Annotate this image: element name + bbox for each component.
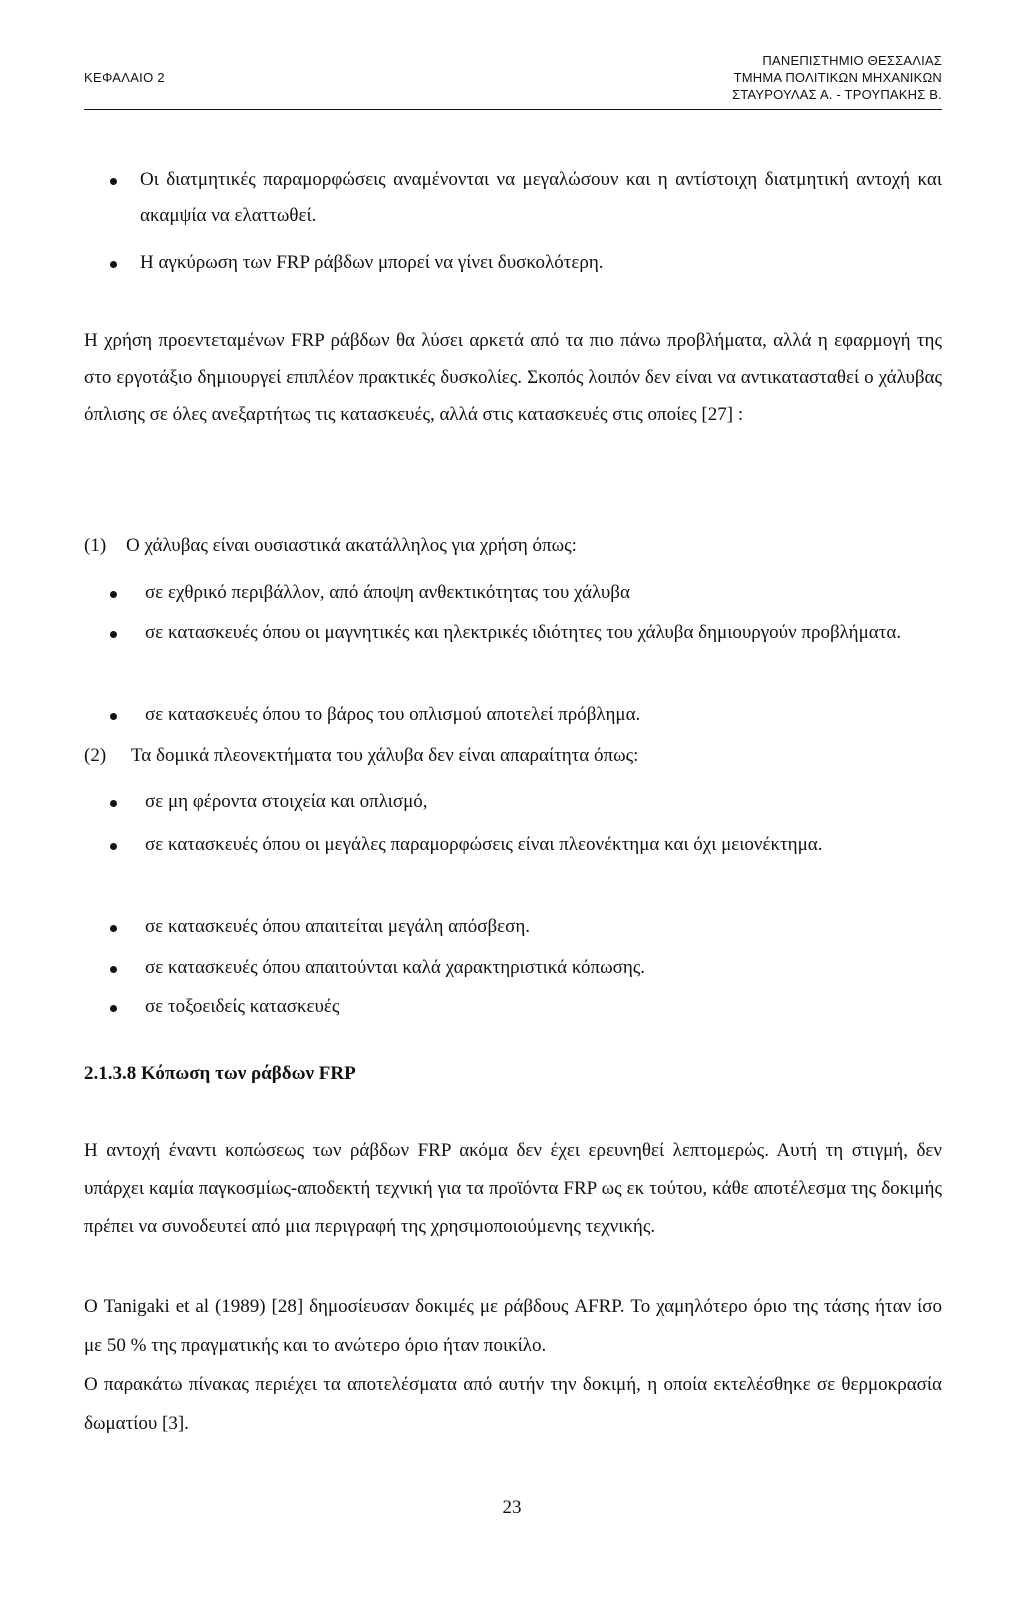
- list-1-number: (1): [84, 535, 107, 556]
- section-number: 2.1.3.8: [84, 1063, 137, 1084]
- bullet-dot: [110, 843, 117, 850]
- paragraph-3: Ο Tanigaki et al (1989) [28] δημοσίευσαν δοκιμές με ράβδους AFRP. Το χαμηλότερο όριο της τάσης ήταν ίσο με 50 % της πραγματικής και το ανώτερο όριο ήταν ποικίλο.: [84, 1296, 942, 1356]
- list-1-item-3: σε κατασκευές όπου το βάρος του οπλισμού αποτελεί πρόβλημα.: [145, 704, 641, 725]
- department-name: ΤΜΗΜΑ ΠΟΛΙΤΙΚΩΝ ΜΗΧΑΝΙΚΩΝ: [733, 70, 942, 85]
- bullet-dot: [110, 631, 117, 638]
- section-title: Κόπωση των ράβδων FRP: [141, 1063, 356, 1084]
- list-2-item-2: σε κατασκευές όπου οι μεγάλες παραμορφώσεις είναι πλεονέκτημα και όχι μειονέκτημα.: [145, 834, 823, 855]
- bullet-dot: [110, 800, 117, 807]
- list-2-item-5: σε τοξοειδείς κατασκευές: [145, 996, 340, 1017]
- list-2-number: (2): [84, 745, 107, 766]
- list-2-item-3: σε κατασκευές όπου απαιτείται μεγάλη απόσβεση.: [145, 916, 531, 937]
- list-1-title: Ο χάλυβας είναι ουσιαστικά ακατάλληλος για χρήση όπως:: [126, 535, 577, 556]
- list-2-title: Τα δομικά πλεονεκτήματα του χάλυβα δεν είναι απαραίτητα όπως:: [131, 745, 639, 766]
- bullet-dot: [110, 178, 117, 185]
- intro-bullet-1: Οι διατμητικές παραμορφώσεις αναμένονται να μεγαλώσουν και η αντίστοιχη διατμητική αντοχή και ακαμψία να ελαττωθεί.: [140, 169, 942, 226]
- list-2-item-1: σε μη φέροντα στοιχεία και οπλισμό,: [145, 791, 428, 812]
- bullet-dot: [110, 1005, 117, 1012]
- chapter-label: ΚΕΦΑΛΑΙΟ 2: [84, 70, 165, 85]
- paragraph-4: Ο παρακάτω πίνακας περιέχει τα αποτελέσματα από αυτήν την δοκιμή, η οποία εκτελέσθηκε σε θερμοκρασία δωματίου [3].: [84, 1374, 942, 1434]
- bullet-dot: [110, 591, 117, 598]
- running-header: [732, 52, 942, 103]
- bullet-dot: [110, 713, 117, 720]
- paragraph-1: Η χρήση προεντεταμένων FRP ράβδων θα λύσει αρκετά από τα πιο πάνω προβλήματα, αλλά η εφαρμογή της στο εργοτάξιο δημιουργεί επιπλέον πρακτικές δυσκολίες. Σκοπός λοιπόν δεν είναι να αντικατασταθεί ο χάλυβας όπλισης σε όλες ανεξαρτήτως τις κατασκευές, αλλά στις κατασκευές στις οποίες [27] :: [84, 330, 942, 425]
- bullet-dot: [110, 966, 117, 973]
- list-1-item-2: σε κατασκευές όπου οι μαγνητικές και ηλεκτρικές ιδιότητες του χάλυβα δημιουργούν προβλήματα.: [145, 622, 902, 643]
- university-name: ΠΑΝΕΠΙΣΤΗΜΙΟ ΘΕΣΣΑΛΙΑΣ: [762, 53, 942, 68]
- authors-line: ΣΤΑΥΡΟΥΛΑΣ Α. - ΤΡΟΥΠΑΚΗΣ Β.: [732, 87, 942, 102]
- page-number: 23: [502, 1497, 522, 1518]
- paragraph-2: Η αντοχή έναντι κοπώσεως των ράβδων FRP ακόμα δεν έχει ερευνηθεί λεπτομερώς. Αυτή τη στιγμή, δεν υπάρχει καμία παγκοσμίως-αποδεκτή τεχνική για τα προϊόντα FRP ως εκ τούτου, κάθε αποτέλεσμα της δοκιμής πρέπει να συνοδευτεί από μια περιγραφή της χρησιμοποιούμενης τεχνικής.: [84, 1140, 942, 1237]
- list-1-item-1: σε εχθρικό περιβάλλον, από άποψη ανθεκτικότητας του χάλυβα: [145, 582, 630, 603]
- header-divider: [84, 109, 942, 110]
- bullet-dot: [110, 925, 117, 932]
- section-heading: [84, 1063, 356, 1085]
- bullet-dot: [110, 261, 117, 268]
- intro-bullet-2: Η αγκύρωση των FRP ράβδων μπορεί να γίνει δυσκολότερη.: [140, 252, 604, 273]
- list-2-item-4: σε κατασκευές όπου απαιτούνται καλά χαρακτηριστικά κόπωσης.: [145, 957, 646, 978]
